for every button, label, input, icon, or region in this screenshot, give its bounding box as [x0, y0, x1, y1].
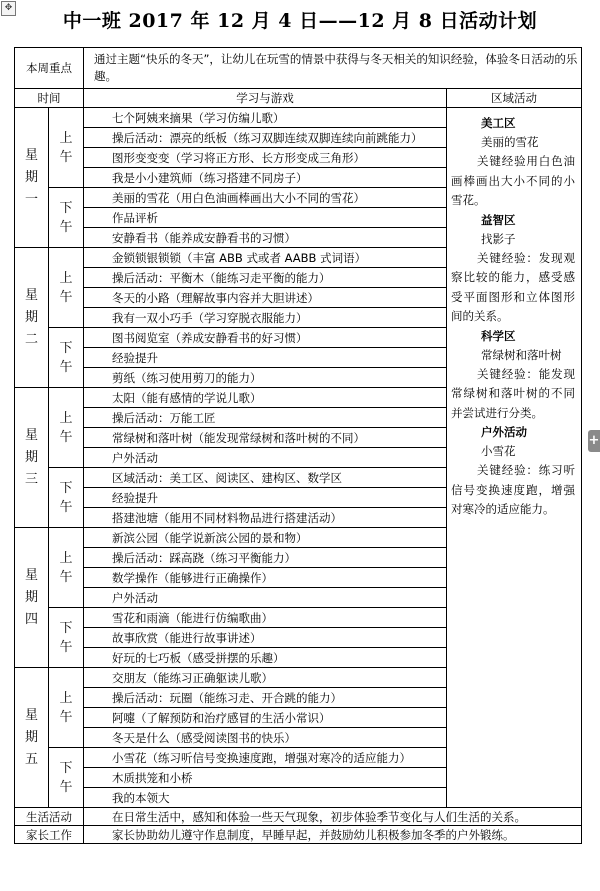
afternoon-label [49, 748, 84, 808]
morning-label [49, 248, 84, 328]
day-name: 星 期 五 [24, 707, 38, 767]
activity-plan-table [14, 47, 582, 844]
page-title: 中一班 2017 年 12 月 4 日——12 月 8 日活动计划 [62, 10, 538, 32]
activity-item: 搭建池塘（能用不同材料物品进行搭建活动） [84, 508, 447, 528]
activity-item: 冬天是什么（感受阅读图书的快乐） [84, 728, 447, 748]
activity-item: 美丽的雪花（用白色油画棒画出大小不同的雪花） [84, 188, 447, 208]
table-row [15, 108, 582, 128]
half-name: 上 午 [59, 130, 73, 165]
activity-item: 剪纸（练习使用剪刀的能力） [84, 368, 447, 388]
life-text: 在日常生活中，感知和体验一些天气现象，初步体验季节变化与人们生活的关系。 [84, 808, 582, 826]
day-label [15, 668, 49, 808]
activity-item: 冬天的小路（理解故事内容并大胆讲述） [84, 288, 447, 308]
day-name: 星 期 四 [24, 567, 38, 627]
activity-item: 操后活动：平衡木（能练习走平衡的能力） [84, 268, 447, 288]
activity-item: 操后活动：漂亮的纸板（练习双脚连续双脚连续向前跳能力） [84, 128, 447, 148]
activity-item: 操后活动：万能工匠 [84, 408, 447, 428]
activity-item: 交朋友（能练习正确躯读儿歌） [84, 668, 447, 688]
activity-item: 作品评析 [84, 208, 447, 228]
afternoon-label [49, 328, 84, 388]
morning-label [49, 528, 84, 608]
activity-item: 操后活动：玩圈（能练习走、开合跳的能力） [84, 688, 447, 708]
table-move-handle[interactable] [1, 1, 16, 16]
activity-item: 金锁锁银锁锁（丰富 ABB 式或者 AABB 式词语） [84, 248, 447, 268]
activity-item: 我的本领大 [84, 788, 447, 808]
area-item: 小雪花 [481, 444, 516, 458]
activity-item: 故事欣赏（能进行故事讲述） [84, 628, 447, 648]
half-name: 下 午 [59, 340, 73, 375]
half-name: 下 午 [59, 760, 73, 795]
activity-item: 图形变变变（学习将正方形、长方形变成三角形） [84, 148, 447, 168]
day-name: 星 期 一 [24, 147, 38, 207]
activity-item: 太阳（能有感情的学说儿歌） [84, 388, 447, 408]
activity-item: 数学操作（能够进行正确操作） [84, 568, 447, 588]
activity-item: 我有一双小巧手（学习穿脱衣服能力） [84, 308, 447, 328]
family-row [15, 826, 582, 844]
area-item: 美丽的雪花 [481, 135, 539, 149]
activity-item: 我是小小建筑师（练习搭建不同房子） [84, 168, 447, 188]
activity-item: 七个阿姨来摘果（学习仿编儿歌） [84, 108, 447, 128]
header-row [15, 89, 582, 108]
move-cross-icon: ✥ [4, 3, 13, 13]
area-item: 找影子 [481, 231, 516, 246]
activity-item: 图书阅览室（养成安静看书的好习惯） [84, 328, 447, 348]
afternoon-label [49, 608, 84, 668]
afternoon-label [49, 188, 84, 248]
activity-item: 户外活动 [84, 448, 447, 468]
activity-item: 木质拱笼和小桥 [84, 768, 447, 788]
area-name: 科学区 [481, 328, 516, 343]
area-name: 益智区 [481, 212, 516, 227]
life-label: 生活活动 [15, 808, 84, 826]
half-name: 上 午 [59, 270, 73, 305]
header-time: 时间 [15, 89, 84, 108]
half-name: 上 午 [59, 690, 73, 725]
focus-label: 本周重点 [15, 48, 84, 89]
focus-text: 通过主题“快乐的冬天”，让幼儿在玩雪的情景中获得与冬天相关的知识经验，体验冬日活动的乐趣。 [84, 48, 582, 89]
day-label [15, 108, 49, 248]
half-name: 下 午 [59, 480, 73, 515]
day-label [15, 528, 49, 668]
activity-item: 常绿树和落叶树（能发现常绿树和落叶树的不同） [84, 428, 447, 448]
activity-item: 雪花和雨滴（能进行仿编歌曲） [84, 608, 447, 628]
activity-item: 区域活动：美工区、阅读区、建构区、数学区 [84, 468, 447, 488]
life-row [15, 808, 582, 826]
half-name: 上 午 [59, 410, 73, 445]
header-study: 学习与游戏 [84, 89, 447, 108]
activity-item: 小雪花（练习听信号变换速度跑，增强对寒冷的适应能力） [84, 748, 447, 768]
area-key-experience: 关键经验：能发现常绿树和落叶树的不同并尝试进行分类。 [451, 366, 576, 420]
activity-item: 经验提升 [84, 348, 447, 368]
morning-label [49, 108, 84, 188]
plus-icon: + [588, 433, 600, 448]
day-label [15, 388, 49, 528]
area-key-experience: 关键经验用白色油画棒画出大小不同的小雪花。 [451, 154, 576, 207]
activity-item: 好玩的七巧板（感受拼摆的乐趣） [84, 648, 447, 668]
focus-row [15, 48, 582, 89]
activity-item: 新滨公园（能学说新滨公园的景和物） [84, 528, 447, 548]
afternoon-label [49, 468, 84, 528]
family-label: 家长工作 [15, 826, 84, 844]
morning-label [49, 388, 84, 468]
activity-item: 经验提升 [84, 488, 447, 508]
area-activities [447, 108, 582, 808]
area-item: 常绿树和落叶树 [481, 347, 562, 362]
morning-label [49, 668, 84, 748]
activity-item: 操后活动：踩高跷（练习平衡能力） [84, 548, 447, 568]
family-text: 家长协助幼儿遵守作息制度，早睡早起，并鼓励幼儿积极参加冬季的户外锻练。 [84, 826, 582, 844]
half-name: 下 午 [59, 200, 73, 235]
expand-tab[interactable] [588, 430, 600, 452]
day-name: 星 期 二 [24, 287, 38, 347]
activity-item: 阿嚏（了解预防和治疗感冒的生活小常识） [84, 708, 447, 728]
area-name: 户外活动 [481, 425, 527, 439]
header-area: 区域活动 [447, 89, 582, 108]
activity-item: 安静看书（能养成安静看书的习惯） [84, 228, 447, 248]
area-name: 美工区 [481, 116, 516, 130]
area-key-experience: 关键经验：发现观察比较的能力，感受感受平面图形和立体图形间的关系。 [451, 250, 576, 323]
half-name: 上 午 [59, 550, 73, 585]
day-label [15, 248, 49, 388]
day-name: 星 期 三 [24, 427, 38, 487]
activity-item: 户外活动 [84, 588, 447, 608]
area-key-experience: 关键经验：练习听信号变换速度跑，增强对寒冷的适应能力。 [451, 463, 576, 516]
half-name: 下 午 [59, 620, 73, 655]
